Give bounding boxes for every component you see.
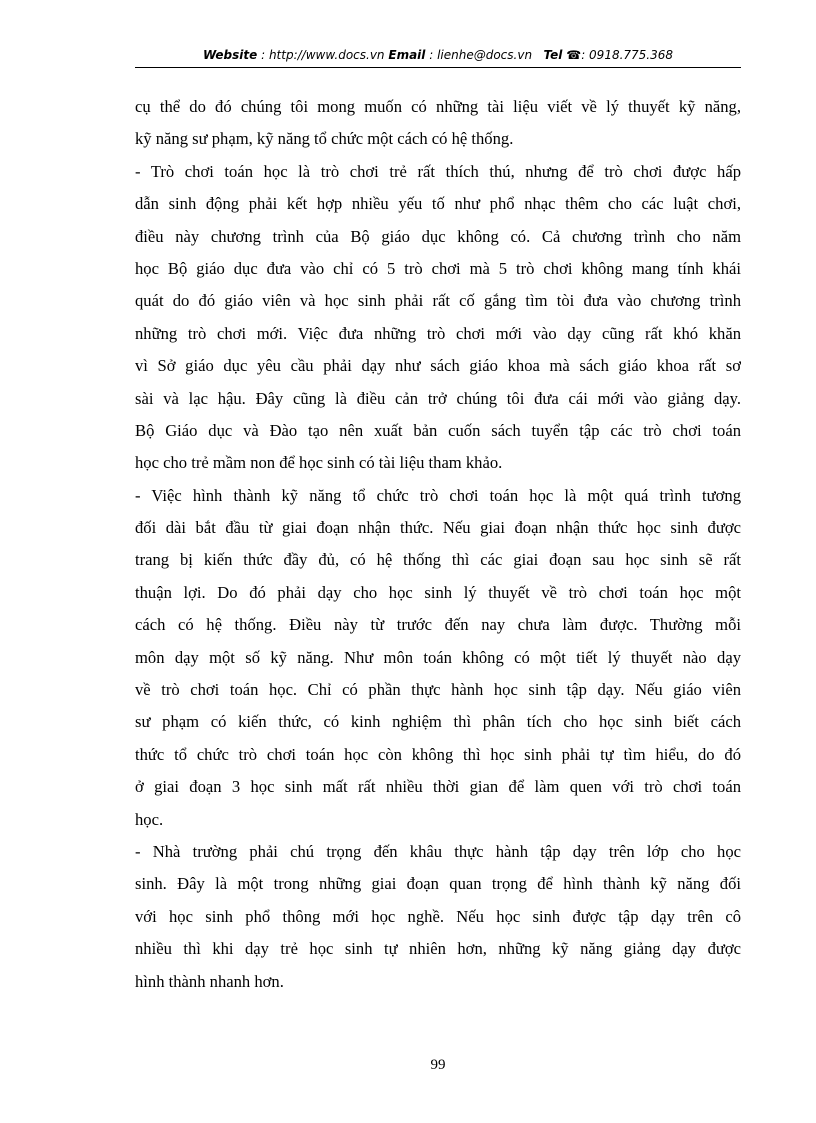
website-separator: : [257,48,269,62]
text-line: - Nhà trường phải chú trọng đến khâu thực hành tập dạy trên lớp cho học [135,841,741,861]
page-header [135,46,741,64]
text-line: Bộ Giáo dục và Đào tạo nên xuất bản cuốn sách tuyển tập các trò chơi toán [135,420,741,440]
text-line: vì Sở giáo dục yêu cầu phải dạy như sách giáo khoa mà sách giáo khoa rất sơ [135,356,741,376]
text-line: học Bộ giáo dục đưa vào chỉ có 5 trò chơi mà 5 trò chơi không mang tính khái [135,258,741,278]
email-address: lienhe@docs.vn [437,48,533,62]
text-line: nhiều thì khi dạy trẻ học sinh tự nhiên hơn, những kỹ năng giảng dạy được [135,939,741,959]
text-line: cách có hệ thống. Điều này từ trước đến nay chưa làm được. Thường mỗi [135,615,741,635]
text-line: sư phạm có kiến thức, có kinh nghiệm thì phân tích cho học sinh biết cách [135,712,741,732]
header-divider [135,67,741,68]
text-line: cụ thể do đó chúng tôi mong muốn có những tài liệu viết về lý thuyết kỹ năng, [135,97,741,116]
text-line: ở giai đoạn 3 học sinh mất rất nhiều thời gian để làm quen với trò chơi toán [135,777,741,797]
text-line: những trò chơi mới. Việc đưa những trò chơi mới vào dạy cũng rất khó khăn [135,323,741,343]
text-line: trang bị kiến thức đầy đủ, có hệ thống thì các giai đoạn sau học sinh sẽ rất [135,550,741,570]
email-separator: : [425,48,438,62]
text-line: thức tổ chức trò chơi toán học còn không thì học sinh phải tự tìm hiểu, do đó [135,744,741,764]
text-line: - Việc hình thành kỹ năng tổ chức trò chơi toán học là một quá trình tương [135,485,741,505]
text-line: - Trò chơi toán học là trò chơi trẻ rất thích thú, nhưng để trò chơi được hấp [135,161,741,181]
text-line: điều này chương trình của Bộ giáo dục không có. Cả chương trình cho năm [135,226,741,246]
text-line: dẫn sinh động phải kết hợp nhiều yếu tố như phổ nhạc thêm cho các luật chơi, [135,194,741,214]
tel-number: 0918.775.368 [589,48,674,62]
text-line: sài và lạc hậu. Đây cũng là điều cản trở chúng tôi đưa cái mới vào giảng dạy. [135,388,741,408]
tel-separator: : [581,48,590,62]
text-line: kỹ năng sư phạm, kỹ năng tổ chức một cách có hệ thống. [135,129,514,149]
website-url: http://www.docs.vn [268,48,385,62]
text-line: về trò chơi toán học. Chỉ có phần thực hành học sinh tập dạy. Nếu giáo viên [135,680,741,700]
text-line: với học sinh phổ thông mới học nghề. Nếu học sinh được tập dạy trên cô [135,906,741,926]
text-line: đối dài bắt đầu từ giai đoạn nhận thức. Nếu giai đoạn nhận thức học sinh được [135,518,741,538]
text-line: học cho trẻ mầm non để học sinh có tài liệu tham khảo. [135,453,503,473]
website-label: Website [202,48,258,62]
document-body [135,91,741,998]
text-line: quát do đó giáo viên và học sinh phải rất cố gắng tìm tòi đưa vào chương trình [135,291,741,311]
text-line: sinh. Đây là một trong những giai đoạn quan trọng để hình thành kỹ năng đối [135,874,741,894]
page-number: 99 [430,1057,446,1073]
text-line: thuận lợi. Do đó phải dạy cho học sinh lý thuyết về trò chơi toán học một [135,582,741,602]
text-line: học. [135,809,164,829]
email-label: Email [388,48,426,62]
text-line: môn dạy một số kỹ năng. Như môn toán không có một tiết lý thuyết nào dạy [135,647,741,667]
text-line: hình thành nhanh hơn. [135,971,284,991]
telephone-icon: ☎ [566,48,582,62]
tel-label: Tel [543,48,563,62]
